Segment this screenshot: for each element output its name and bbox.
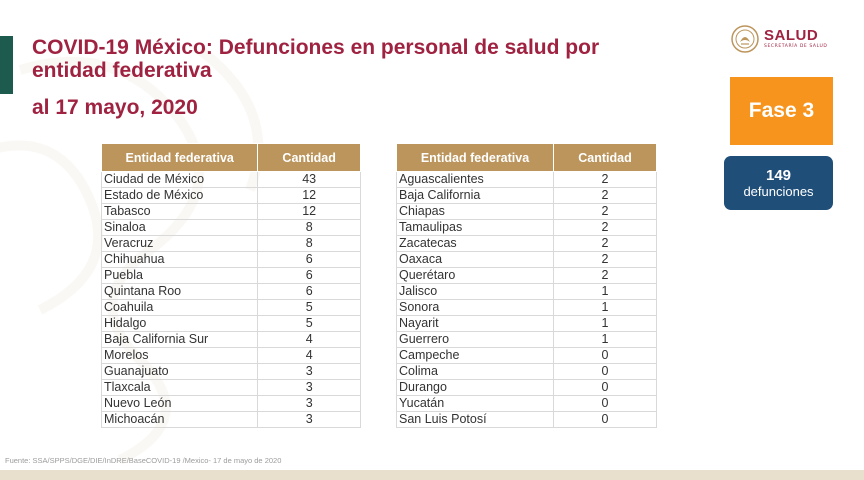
- table-row: [102, 332, 361, 348]
- cantidad-cell: 2: [554, 204, 657, 220]
- table-row: [102, 188, 361, 204]
- table-row: [102, 268, 361, 284]
- cantidad-cell: 1: [554, 316, 657, 332]
- entidad-cell: San Luis Potosí: [397, 412, 554, 428]
- entidad-cell: Quintana Roo: [102, 284, 258, 300]
- table-row: [397, 268, 657, 284]
- table-row: [397, 284, 657, 300]
- cantidad-cell: 0: [554, 348, 657, 364]
- entidad-cell: Coahuila: [102, 300, 258, 316]
- entidad-cell: Tabasco: [102, 204, 258, 220]
- table-row: [397, 364, 657, 380]
- entidad-cell: Tlaxcala: [102, 380, 258, 396]
- cantidad-cell: 8: [258, 236, 361, 252]
- defunciones-label: defunciones: [743, 184, 814, 199]
- table-row: [102, 300, 361, 316]
- entidad-cell: Oaxaca: [397, 252, 554, 268]
- entidad-cell: Veracruz: [102, 236, 258, 252]
- cantidad-cell: 6: [258, 252, 361, 268]
- entidad-cell: Chihuahua: [102, 252, 258, 268]
- table-row: [102, 220, 361, 236]
- table-row: [397, 204, 657, 220]
- eagle-seal-icon: [730, 24, 760, 54]
- entidad-cell: Puebla: [102, 268, 258, 284]
- bottom-band: [0, 470, 864, 480]
- cantidad-cell: 6: [258, 284, 361, 300]
- cantidad-cell: 0: [554, 412, 657, 428]
- table-row: [397, 220, 657, 236]
- cantidad-cell: 2: [554, 236, 657, 252]
- header-entidad: Entidad federativa: [102, 144, 258, 172]
- table-row: [102, 412, 361, 428]
- entidad-cell: Colima: [397, 364, 554, 380]
- cantidad-cell: 2: [554, 172, 657, 188]
- page-title: COVID-19 México: Defunciones en personal de salud por entidad federativa: [32, 36, 600, 82]
- table-header-row: [102, 144, 361, 172]
- table-row: [102, 284, 361, 300]
- cantidad-cell: 3: [258, 412, 361, 428]
- table-row: [102, 396, 361, 412]
- table-row: [397, 380, 657, 396]
- table-row: [102, 236, 361, 252]
- entidad-cell: Querétaro: [397, 268, 554, 284]
- table-row: [102, 252, 361, 268]
- entidad-cell: Ciudad de México: [102, 172, 258, 188]
- entidad-cell: Durango: [397, 380, 554, 396]
- cantidad-cell: 0: [554, 396, 657, 412]
- fase-badge: [730, 77, 833, 145]
- deaths-table-right: [396, 143, 657, 428]
- logo-name: SALUD: [764, 27, 819, 44]
- table-row: [102, 172, 361, 188]
- cantidad-cell: 2: [554, 220, 657, 236]
- entidad-cell: Aguascalientes: [397, 172, 554, 188]
- table-row: [397, 300, 657, 316]
- table-row: [102, 380, 361, 396]
- cantidad-cell: 1: [554, 332, 657, 348]
- table-row: [102, 364, 361, 380]
- table-row: [397, 172, 657, 188]
- cantidad-cell: 43: [258, 172, 361, 188]
- entidad-cell: Campeche: [397, 348, 554, 364]
- cantidad-cell: 5: [258, 316, 361, 332]
- defunciones-badge: [724, 156, 833, 210]
- table-row: [397, 332, 657, 348]
- entidad-cell: Sonora: [397, 300, 554, 316]
- table-row: [102, 316, 361, 332]
- table-row: [102, 204, 361, 220]
- entidad-cell: Baja California: [397, 188, 554, 204]
- header-entidad: Entidad federativa: [397, 144, 554, 172]
- cantidad-cell: 2: [554, 252, 657, 268]
- entidad-cell: Guerrero: [397, 332, 554, 348]
- table-row: [397, 252, 657, 268]
- entidad-cell: Yucatán: [397, 396, 554, 412]
- cantidad-cell: 6: [258, 268, 361, 284]
- salud-logo: [730, 22, 840, 56]
- cantidad-cell: 3: [258, 364, 361, 380]
- table-row: [102, 348, 361, 364]
- cantidad-cell: 3: [258, 396, 361, 412]
- page-subtitle: al 17 mayo, 2020: [32, 96, 198, 119]
- entidad-cell: Zacatecas: [397, 236, 554, 252]
- cantidad-cell: 3: [258, 380, 361, 396]
- cantidad-cell: 0: [554, 364, 657, 380]
- source-note: Fuente: SSA/SPPS/DGE/DIE/InDRE/BaseCOVID-19 /Mexico- 17 de mayo de 2020: [5, 456, 282, 465]
- cantidad-cell: 1: [554, 300, 657, 316]
- entidad-cell: Michoacán: [102, 412, 258, 428]
- table-row: [397, 348, 657, 364]
- fase-label: Fase 3: [748, 99, 815, 122]
- cantidad-cell: 0: [554, 380, 657, 396]
- entidad-cell: Chiapas: [397, 204, 554, 220]
- cantidad-cell: 4: [258, 348, 361, 364]
- header-cantidad: Cantidad: [258, 144, 361, 172]
- table-header-row: [397, 144, 657, 172]
- entidad-cell: Hidalgo: [102, 316, 258, 332]
- entidad-cell: Nuevo León: [102, 396, 258, 412]
- table-row: [397, 412, 657, 428]
- accent-bar: [0, 36, 13, 94]
- cantidad-cell: 5: [258, 300, 361, 316]
- table-row: [397, 316, 657, 332]
- cantidad-cell: 12: [258, 204, 361, 220]
- deaths-table-left: [101, 143, 361, 428]
- table-row: [397, 236, 657, 252]
- logo-tagline: SECRETARÍA DE SALUD: [764, 44, 828, 49]
- entidad-cell: Jalisco: [397, 284, 554, 300]
- entidad-cell: Tamaulipas: [397, 220, 554, 236]
- entidad-cell: Morelos: [102, 348, 258, 364]
- cantidad-cell: 1: [554, 284, 657, 300]
- entidad-cell: Estado de México: [102, 188, 258, 204]
- defunciones-count: 149: [765, 167, 792, 184]
- table-row: [397, 396, 657, 412]
- cantidad-cell: 2: [554, 268, 657, 284]
- entidad-cell: Baja California Sur: [102, 332, 258, 348]
- entidad-cell: Nayarit: [397, 316, 554, 332]
- cantidad-cell: 8: [258, 220, 361, 236]
- cantidad-cell: 4: [258, 332, 361, 348]
- cantidad-cell: 2: [554, 188, 657, 204]
- entidad-cell: Sinaloa: [102, 220, 258, 236]
- entidad-cell: Guanajuato: [102, 364, 258, 380]
- header-cantidad: Cantidad: [554, 144, 657, 172]
- table-row: [397, 188, 657, 204]
- cantidad-cell: 12: [258, 188, 361, 204]
